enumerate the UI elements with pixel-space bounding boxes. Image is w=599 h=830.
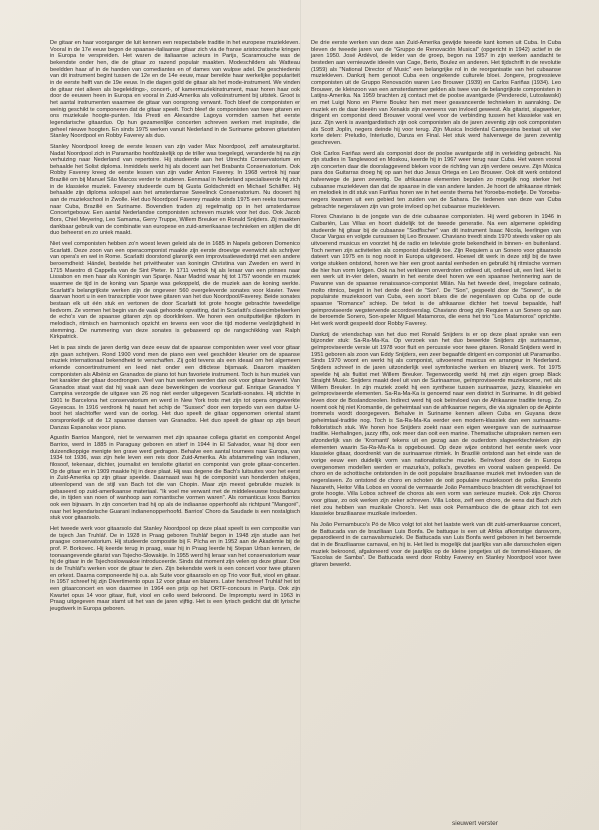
paragraph-barrios: Agustín Barrios Mangoré, niet te verwarren met zijn spaanse collega gitarist en componist Angel Barrios, werd in 1885 in Paraguay geboren en stierf in 1944 in El Salvador, waar hij door een duizendkoppige menigte ten grave werd gedragen. Behalve een aantal tournees naar Europa, van 1934 tot 1936, was zijn hele leven een reis door Zuid-Amerika. Als afstammeling van indianen, filosoof, tekenaar, dichter, journalist en tenslotte gitarist en componist van grote gitaar-concerten. Op de gitaar en in 1909 maakte hij in deze plaat. Hij was degene die Bach's luitsuites voor het eerst in Zuid-Amerika op zijn gitaar speelde. Daarnaast was hij de componist van honderden stukjes, uiteenlopend van de stijl van Bach tot die van Chopin. Maar zijn meest gebruikte muziek is gebaseerd op zuid-amerikaanse materiaal. "Ik voel me verwant met de middeleeuwse troubadours die, in tijden van noen of wanhoop aan romantische vormen waren". Als romanticus koos Barrios ook een bijnaam. In zijn concerten trad hij op als de indiaanse opperhoofd als richtpunt "Mangoré", naar het legendarische Guarani indianenopperhoofd. Barrios' Choro da Saudade is een nostalgisch stuk voor gitaarsolo. [50,435,300,522]
right-text-column [311,40,561,571]
translator-credit: sieuwert verster [452,820,498,827]
left-text-column [50,40,300,614]
paragraph-truhlar: Het tweede werk voor gitaarsolo dat Stanley Noordpool op deze plaat speelt is een compositie van de tsjech Jan Truhlář. De in 1928 in Praag geboren Truhlář begon in 1948 zijn studie aan het praagse conservatorium. Hij studeerde compositie bij F. Pícha en in 1952 aan de Akademie bij de prof. P. Borkovec. Hij keerde terug in praag, waar hij in Praag leerde hij Stepan Urban kennen, de toonaangevende gitarist van Tsjecho-Slowakije. In 1955 werd hij leraar van het conservatorium waar hij de gitaar in de Tsjechoslowaakse introduceerde. Sinds dat moment zijn velen op deze gitaar. Doe is de Truhlář's werken voor de gitaar te zien. Zijn bekendste werk is een concert voor twee gitaren en orkest. Daarna componeerde hij o.a. als Suite voor gitaarsolo en op Trio voor fluit, viool en gitaar. In 1957 schreef hij zijn Divertimento opus 12 voor gitaar en blazers. Later herschreef Truhlář het tot een gitaarconcert en won daarmee in 1964 een prijs op het ORTF-concours in Parijs. Ook zijn Kwartet opus 14 voor gitaar, fluit, viool en cello werd bekroond. De Impromptu werd in 1963 in Praag uitgegeven maar stamt uit het van de jaren vijftig. Het is een lyrisch gedicht dat dit lyrische jeugdwerk in Europa geboren. [50,525,301,612]
paragraph-noordpool-faverey: Stanley Noordpool kreeg de eerste lessen van zijn vader Max Noordpool, zelf amateurgitarist. Nadat Noordpool zich in Paramaribo hoofdzakelijk op de triller was toegelegd, veranderde hij na zijn verhuizing naar Nederland van repertoire. Hij studeerde aan het Utrechts Conservatorium en behaalde het Solist diploma. Inmiddels werkt hij als docent aan het Brabants Conservatorium. Ook Robby Faverey kreeg de eerste lessen van zijn vader Anton Faverey. In 1968 vertrok hij naar Brazilië om bij Manuel São Marcos verder te studeren. Eenmaal in Nederland specialiseerde hij zich in de klassieke muziek. Faverey studeerde cum bij Gusta Goldschmidt en Michael Schäffer. Hij behaalde zijn diploma solospel aan het amsterdamse Sweelinck Conservatorium. Nu doceert hij aan de muziekschool in Zwolle. Het duo Noordpool Faverey maakte sinds 1975 een reeks tournees naar Cuba, Brazilië en Suriname. Bovendien traden zij regelmatig op in het amsterdamse Concertgebouw. Een aantal Nederlandse componisten schreven muziek voor het duo. Ook Jacob Bors, Chiel Meyering, Leo Samama, Gerry Truppe, Willem Breuker en Ronald Snijders. Zij maakten dankbaar gebruik van de combinatie van europese en zuid-amerikaanse technieken en stijlen die dit duo beheerst en zo uniek maakt. [50,143,300,237]
paragraph-snijders: Dankzij de vriendschap van het duo met Ronald Snijders is er op deze plaat sprake van een bijzonder stuk: Sa-Ra-Ma-Ka. Op verzoek van het duo bewerkte Snijders zijn surinaamse, geïmproviseerde versie uit 1978 voor fluit en percussie voor twee gitaren. Ronald Snijders werd in 1951 geboren als zoon van Eddy Snijders, een zeer begaafde dirigent en componist uit Paramaribo. Sinds 1970 woont en werkt hij als componist, uitvoerend musicus en arrangeur in Nederland. Snijders schreef in de jaren uitzonderlijk veel symfonische werken en blazerij werk. Tot 1975 speelde hij als fluitist met Willem Breuker. Tegenwoordig werkt hij met zijn eigen groep Black Straight Music. Snijders maakt deel uit van de Surinaamse, geïmproviseerde muziekscene, net als Willem Breuker. In zijn muziek zoekt hij een synthese tussen surinaamse, jazzy, klassieke en geïmproviseerde elementen. Sa-Ra-Ma-Ka is genoemd naar een district in Suriname. In dit gebied leven door de Boslandcreolen. Indirect werd hij ook beïnvloed van de Afrikaanse traditie terug. Zo noemt ook hij niet Kromantie, de geheimtaal van de afrikaanse negers, die via signalen op de Apinte trommels wordt doorgegeven. Behalve in Suriname kennen alleen Cuba en Guyana deze geheimtaal-traditie nog. Toch is Sa-Ra-Ma-Ka eerder een modern-klassiek dan een surinaams-folkloristisch stuk. We horen hoe Snijders zoekt naar een eigen weergave van de surinaamse traditie. Herhalingen, jazzy riffs, ook meer dan ooit een marine. Thematische uitspraken nemen een afzonderlijk van de 'Kromanti' tekens uit en gezag aan de ouderdom slagwerktechnieken zijn elementen waarin Sa-Ra-Ma-Ka is opgebouwd. Op deze wijze ontstond het eerste werk voor klassieke gitaar, doordrenkt van de surinaamse ritmiek. In Brazilië ontstond aan het einde van de vorige eeuw een duidelijk vorm van nationalistische muziek. Beïnvloed door de in Europa overgenomen modellen werden er mazurka's, polka's, gevottes en vooral walsen gespeeld. De choro en de schottische ontstonden in de ooit populaire braziliaanse muziek met invloeden van de negerslaven. Zo ontstond de choro en schoten de ooit populaire muzieksoort de polka. Ernesto Nazareth, Heitor Villa Lobos en vooral de vermaarde João Pernambuco brachten dit verschijnsel tot grote hoogte. Villa Lobos schreef de choros als een vorm van serieuze muziek. Ook zijn Choros voor gitaar, zo ook werken zijn zeker schreven. Villa Lobos, zelf een choro, de eens dat Bach zich niet zou hebben van muzikale Choro's. Het was ook Pernambuco die de gitaar zich tot een klassieke braziliaanse muzikale invloeden. [311,331,561,518]
paper-crease [300,0,301,830]
paragraph-guitar-history: De gitaar en haar voorganger de luit kennen een respectabele traditie in het europese muziekleven. Vooral in de 17e eeuw begon de spaanse-italiaanse gitaar zich via de franse aristocratische kringen in Europa te verspreiden. Het waren de italiaanse acteurs in Parijs, Scaramouche was de bekendste onder hen, die de gitaar zo razend populair maakten. Modeschilders als Watteau beeldden haar af in de handen van comediantes en of dames van wulpse adel. De geschiedenis van dit instrument begint tussen de 12e en de 14e eeuw, maar bereikte haar werkelijke populariteit in de eerste helft van de 19e eeuw. In die dagen gold de gitaar als het mode-instrument. We vinden de gitaar niet alleen als begeleidings-, concert-, of kamermuziekinstrument, maar horen haar ook door de eeuwen heen in Europa en vooral in Zuid-Amerika als volksinstrument bij uitstek. Groot is het aantal instrumenten waarmee de gitaar van oorsprong verwant. Toch bleef de componisten er weinig geschikt te componeren dat de gitaar speelt. Toch bleef de componisten van twee gitaren en ons muziekale hoogte-punten. Ida Presti en Alexandre Lagoya vormden samen het eerste legendarische gitaarduo. Op hun gezamenlijke concerten schreven werken met inspiratie, die geheel nieuwe hoogten. En sinds 1975 werken vanuit Nederland in de Suriname geboren gitaristen Stanley Noordpool en Robby Faverey als duo. [50,40,300,140]
paragraph-bonfa: Na João Pernambuco's Pó de Mico volgt tot slot het laatste werk van dit zuid-amerikaanse concert, de Battucada van de braziliaan Luis Bonfa. De battuque is een uit Afrika afkomstige dansvorm, geparodieerd in de carnavalsmuziek. De Battucada van Luis Bonfa werd geboren in het beroemde dat in de Braziliaanse carnaval, en hij is. Het lied is mogelijk dat jaarlijks van alle dansscholen eigen muziek bekroond, afgaloneerd voor de jaarlijks op de kleine jongetjes uit de tommel-klassen, de "Escolas de Samba". De Battucada werd door Robby Faverey en Stanley Noordpool voor twee gitaren bewerkt. [311,521,561,568]
paragraph-granados: Het is pas sinds de jaren dertig van deze eeuw dat de spaanse componisten weer veel voor gitaar zijn gaan schrijven. Rond 1900 vond men de piano een veel geschikter kleurier om de spaanse muziek internationaal bekendheid te verschaffen. Zij gold tevens als een ideaal om het algemeen erkende concertinstrument en leed niet onder een ditictese bijsmaak. Daarom maakten componisten als Albéniz en Granados de piano tot hun favoriete instrument. Toch is hun muziek van het karakter der gitaar doordrongen. Veel van hun werken werden dan ook voor gitaar bewerkt. Van Granados staat vast dat hij vaak aan deze bewerkingen de voorkeur gaf. Enrique Granados Y Campina verzorgde de uitgave van 26 nog niet eerder uitgegeven Scarlatti-sonates. Hij stichtte in 1901 te Barcelona het conservatorium en werd in New York trots met zijn tot opera omgewerkte Goyescas. In 1916 verdronk hij naast het schip de "Sussex" door een torpedo van een duitse U-boot het slachtoffer werd van de oorlog. Het duo speelt de gitaar opgenomen oriental stamt oorspronkelijk uit de 12 spaanse dansen van Granados. Het duo speelt de gitaar op zijn beurt Danzas Espanolas voor piano. [50,344,300,431]
paragraph-scarlatti: Niet veel componisten hebben zo'n woest leven geleid als de in 1685 in Napels geboren Domenico Scarlatti. Deze zoon van een operacomponist maakte zijn eerste droevige evenwicht als schrijver van opera's en wel in Rome. Scarlatti doorstond glansrijk een improvisatiewedstrijd met een andere beroemdheid: Händel, bestelde het privétheater van koningin Christina van Zweden en werd in 1715 Maestro di Cappella van de Sint Pieter. In 1711 vertrok hij als leraar van een prinses naar Lissabon en men haar als Koningin van Spanje. Naar Madrid waar hij tot 1757 woonde en muziek waarmee de tijd in de koning van Spanje was gekoppeld, die de muziek aan de koning werkte. Scarlatti's belangrijkste werken zijn de ongeveer 560 overgeleverde sonates voor klavier. Twee daarvan hoort u in een transcriptie voor twee gitaren van het duo Noordpool/Faverey. Beide sonates bestaan elk uit één stuk en vertonen de door Scarlatti tot grote hoogte gebrachte tweedelige liedvorm. Ze vormen het begin van de vaak gehoorde opvatting, dat in Scarlatti's clavecimbelwerken de echo's van de spaanse gitaren zijn op doorklinken. We horen een onuitputtelijke rijkdom in melodisch, ritmisch en harmonisch opzicht en tevens een voor die tijd moderne veelzijdigheid in stemming. De nummering van deze sonates is gebaseerd op de rangschikking van Ralph Kirkpatrick. [50,241,300,341]
paragraph-cuba: De drie eerste werken van deze aan Zuid-Amerika gewijde tweede kant komen uit Cuba. In Cuba bleven de tweede jaren van de "Gruppo de Renovación Musical" (opgericht in 1942) actief in de jaren 1950. José Ardévol, de leider van de groep, begon na 1957 in zijn werken aandacht te besteden aan vernieuwde ideeën van Cage, Berio, Boulez en anderen. Het tijdschrift in de revolutie (1959) als "National Director of Music" een belangrijke rol in de reorganisatie van het cubaanse muziekleven. Dankzij hem genoot Cuba een ongekende culturele bloei. Jongere, progressieve componisten uit de Gruppo Renovación waren Leo Brouwer (1939) en Carlos Fariñas (1934). Leo Brouwer, de kleinzoon van een amsterdammer gelden als twee van de belangrijkste componisten in Latijns-Amerika. Na 1959 brachten zij contact met de poolse avantgarde (Penderecki, Lutosławski) en met Luigi Nono en Pierre Boulez hen met meer geavanceerde technieken in aanraking. De muziek en de daar ideeën van Xenakis zijn eveneens van invloed geweest. Als gitarist, slagwerker, dirigent en componist deed Brouwer vooral veel voor de verbinding tussen het klassieke vak en jazz. Zijn werk is avantgardistisch zijn ook componisten als de jaren zeventig zijn ook componisten als Scott Joplin, negers deinde hij voor terug. Zijn Musica Incidental Campesina bestaat uit vier korte delen: Preludio, Interludio, Danza en Final. Het stuk werd halverwege de jaren zeventig geschreven. [311,40,561,146]
paragraph-chaviano: Flores Chaviano is de jongste van de drie cubaanse componisten. Hij werd geboren in 1946 in Caibarién, Las Villas en hoort duidelijk tot de tweede generatie. Na een algemene opleiding studeerde hij gitaar bij de cubaanse "Sodfischer" van dit instrument Isaac Nicola, leerlingen van Oscar Vargas en volgde cursussen bij Leo Brouwer. Chaviano treedt sinds 1970 steeds vaker op als uitvoerend musicus en voorziet hij de radio en televisie grote bekendheid in binnen- en buitenland. Toch nemen zijn activiteiten als componist duidelijk toe. Zijn Requiem a un Sonero voor gitaarsolo dateert van 1975 en is nog nooit in Europa uitgevoerd. Hoewel dit werk in deze stijl bij de twee vorige stukken ontstond, horen we hier een groot aantal eenheden en gebruikt hij ritmische vormen die hier hun vorm krijgen. Ook na het verklaren onverdroten ontleed uit, ontleed uit, een lied. Het is een werk uit in-vier delen, waarin in het eerste deel horen we een spaanse herinnering aan de Pavanne van de spaanse renaissance-componist Milán. Na het tweede deel, irregolare ostinato, molto ritmico, begint in het derde deel de "Son". De "Son", gespeeld door de "Sonero", is de populairste muzieksoort van Cuba, een soort blues die de negerslaven op Cuba op de oude spaanse "Romance" schiep. De tekst is de afrikaanse dichter het toeval bepaalde, half geimproviseerde wegstervende accordoverslag. Chaviano droeg zijn Requiem a un Sonero op aan de beroemde Sonero, Son-speler Miguel Matamoros, die eens het trio "Los Matamoros" oprichtte. Het werk wordt gespeeld door Robby Faverey. [311,214,561,327]
paragraph-farinas: Ook Carlos Fariñas werd als componist door de poolse avantgarde stijl in verleiding gebracht. Na zijn studies in Tanglewood en Moskou, keerde hij in 1967 weer terug naar Cuba. Het waren vooral zijn concerten daar die doorslaggevend bleken voor de richting van zijn verdere oeuvre. Zijn Música para dos Guitarras droeg hij op aan het duo Jesus Ortega en Leo Brouwer. Ook dit werk ontstond halverwege de jaren zeventig. De afrikaanse elementen bepalen zo mogelijk nog sterker het cubaanse muziekleven dan dat de spaanse in die van andere landen. Je hoort de afrikaanse ritmiek en melodiek in dit stuk van Fariñas horen we in het eerste thema het Yoroeba-motiefje. De Yoroeba-negers kwamen uit een gebied ten zuiden van de Sahara. De tiedenen van deze van Cuba gebrachte negerslaven zijn van grote invloed op het cubaanse muziekleven. [311,150,561,210]
